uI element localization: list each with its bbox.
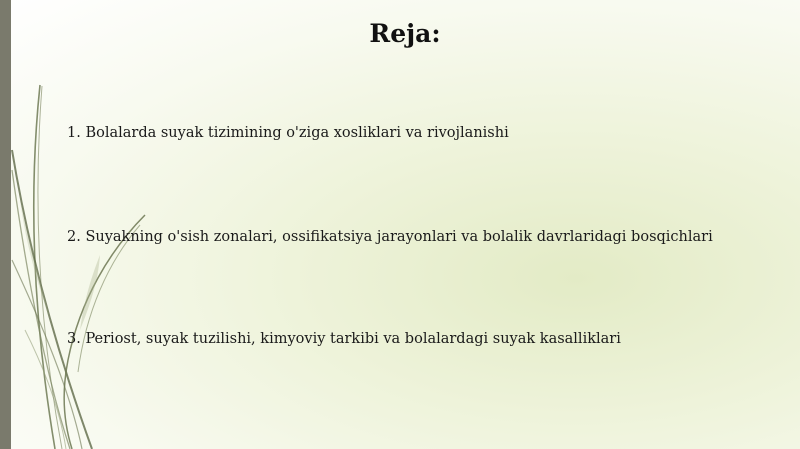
slide-title: Reja: bbox=[369, 19, 441, 48]
grass-leaves-decoration bbox=[0, 0, 170, 449]
plan-item-2: 2. Suyakning o'sish zonalari, ossifikatsiya jarayonlari va bolalik davrlaridagi bosqichlari bbox=[67, 229, 713, 245]
plan-item-1: 1. Bolalarda suyak tizimining o'ziga xosliklari va rivojlanishi bbox=[67, 125, 509, 141]
plan-item-3: 3. Periost, suyak tuzilishi, kimyoviy tarkibi va bolalardagi suyak kasalliklari bbox=[67, 331, 621, 347]
